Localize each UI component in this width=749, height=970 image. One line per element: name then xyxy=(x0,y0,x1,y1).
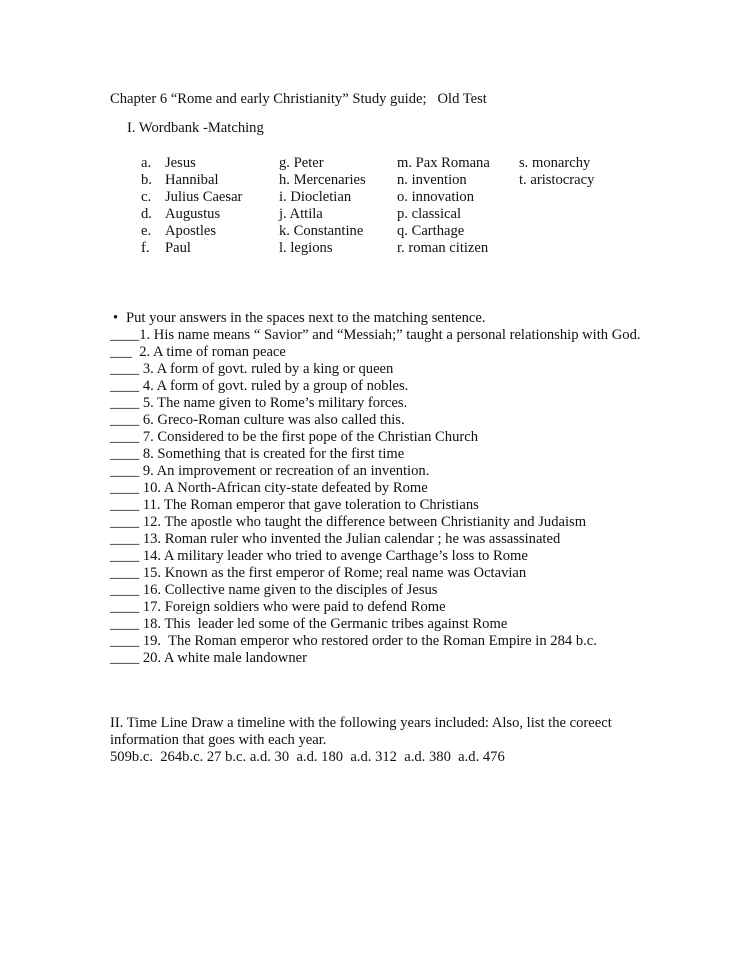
question-item: ____1. His name means “ Savior” and “Messiah;” taught a personal relationship with God. xyxy=(110,327,641,343)
wordbank-col2 xyxy=(279,155,366,257)
item-letter: a. xyxy=(141,155,152,171)
question-item: ____ 10. A North-African city-state defeated by Rome xyxy=(110,480,428,496)
wordbank-col3 xyxy=(397,155,490,257)
item-letter: b. xyxy=(141,172,152,188)
question-item: ____ 18. This leader led some of the Germanic tribes against Rome xyxy=(110,616,508,632)
wordbank-item: m. Pax Romana xyxy=(397,155,490,171)
wordbank-item: t. aristocracy xyxy=(519,172,595,188)
wordbank-item: q. Carthage xyxy=(397,223,465,239)
item-term: Julius Caesar xyxy=(165,189,243,205)
wordbank-item: o. innovation xyxy=(397,189,475,205)
wordbank-item: r. roman citizen xyxy=(397,240,489,256)
wordbank-item: j. Attila xyxy=(279,206,323,222)
instruction: Put your answers in the spaces next to the matching sentence. xyxy=(126,310,486,326)
item-term: Jesus xyxy=(165,155,196,171)
wordbank-item xyxy=(141,240,242,257)
question-item: ____ 17. Foreign soldiers who were paid to defend Rome xyxy=(110,599,446,615)
question-item: ____ 5. The name given to Rome’s military forces. xyxy=(110,395,408,411)
question-item: ____ 3. A form of govt. ruled by a king or queen xyxy=(110,361,394,377)
item-letter: c. xyxy=(141,189,152,205)
question-item: ____ 19. The Roman emperor who restored order to the Roman Empire in 284 b.c. xyxy=(110,633,597,649)
question-item: ____ 9. An improvement or recreation of an invention. xyxy=(110,463,430,479)
section2-heading: II. Time Line Draw a timeline with the following years included: Also, list the coreect information that goes with each year. xyxy=(110,715,612,748)
wordbank-item: i. Diocletian xyxy=(279,189,352,205)
question-list xyxy=(110,327,650,667)
wordbank-col4 xyxy=(519,155,594,189)
question-item: ____ 11. The Roman emperor that gave toleration to Christians xyxy=(110,497,479,513)
item-term: Augustus xyxy=(165,206,221,222)
bullet-icon: • xyxy=(113,310,119,326)
question-item: ____ 8. Something that is created for the first time xyxy=(110,446,405,462)
wordbank-item: s. monarchy xyxy=(519,155,591,171)
timeline-years: 509b.c. 264b.c. 27 b.c. a.d. 30 a.d. 180 a.d. 312 a.d. 380 a.d. 476 xyxy=(110,749,505,765)
question-item: ____ 14. A military leader who tried to avenge Carthage’s loss to Rome xyxy=(110,548,528,564)
wordbank-item xyxy=(141,155,242,172)
item-letter: d. xyxy=(141,206,152,222)
question-item: ____ 12. The apostle who taught the difference between Christianity and Judaism xyxy=(110,514,587,530)
question-item: ___ 2. A time of roman peace xyxy=(110,344,286,360)
wordbank-item xyxy=(141,172,242,189)
item-term: Apostles xyxy=(165,223,217,239)
wordbank-item: k. Constantine xyxy=(279,223,364,239)
wordbank-item xyxy=(141,206,242,223)
item-term: Paul xyxy=(165,240,191,256)
wordbank-item xyxy=(141,189,242,206)
wordbank-item xyxy=(141,223,242,240)
wordbank-item: l. legions xyxy=(279,240,333,256)
question-item: ____ 15. Known as the first emperor of Rome; real name was Octavian xyxy=(110,565,527,581)
question-item: ____ 6. Greco-Roman culture was also called this. xyxy=(110,412,405,428)
document-title: Chapter 6 “Rome and early Christianity” Study guide; Old Test xyxy=(110,91,487,107)
wordbank-col1 xyxy=(141,155,242,257)
item-term: Hannibal xyxy=(165,172,219,188)
wordbank-item: h. Mercenaries xyxy=(279,172,366,188)
wordbank-item: n. invention xyxy=(397,172,467,188)
question-item: ____ 20. A white male landowner xyxy=(110,650,307,666)
question-item: ____ 4. A form of govt. ruled by a group of nobles. xyxy=(110,378,409,394)
item-letter: e. xyxy=(141,223,152,239)
wordbank-item: g. Peter xyxy=(279,155,324,171)
item-letter: f. xyxy=(141,240,150,256)
question-item: ____ 16. Collective name given to the disciples of Jesus xyxy=(110,582,438,598)
question-item: ____ 13. Roman ruler who invented the Julian calendar ; he was assassinated xyxy=(110,531,561,547)
section1-heading: I. Wordbank -Matching xyxy=(127,120,264,136)
question-item: ____ 7. Considered to be the first pope of the Christian Church xyxy=(110,429,479,445)
wordbank-item: p. classical xyxy=(397,206,462,222)
